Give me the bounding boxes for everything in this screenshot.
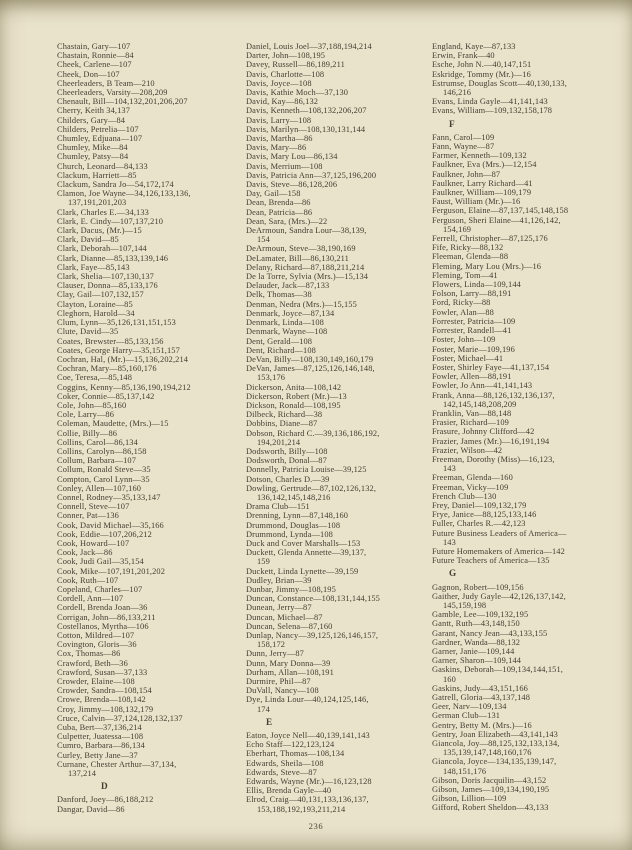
index-line: Cuba, Bert—37,136,214	[57, 723, 142, 733]
index-line: Edwards, Wayne (Mr.)—16,123,128	[246, 777, 372, 787]
index-line: Duncan, Michael—87	[246, 612, 323, 622]
index-line: Clark, Faye—85,143	[57, 262, 130, 272]
index-line: Clum, Lynn—35,126,131,151,153	[57, 318, 176, 328]
index-line: Edwards, Steve—87	[246, 767, 317, 777]
index-line: Delany, Richard—87,188,211,214	[246, 262, 365, 272]
index-line: Gibson, Doris Jacquilin—43,152	[432, 775, 547, 785]
index-line: Gifford, Robert Sheldon—43,133	[432, 803, 549, 813]
index-line: Crowe, Brenda—108,142	[57, 695, 146, 705]
index-line: Childers, Gary—84	[57, 115, 126, 125]
index-line: Faust, William (Mr.)—16	[432, 197, 521, 207]
index-line: Erwin, Frank—40	[432, 51, 495, 61]
index-line: Davis, Patricia Ann—37,125,196,200	[246, 170, 377, 180]
index-line: Future Homemakers of America—142	[432, 546, 565, 556]
index-line: Ellis, Brenda Gayle—40	[246, 786, 332, 796]
index-line: Cheek, Carlene—107	[57, 60, 132, 70]
index-line: Garant, Nancy Jean—43,133,155	[432, 628, 548, 638]
index-line: Gamble, Lee—109,132,195	[432, 610, 529, 620]
index-line: Ferguson, Sheri Elaine—41,126,142,	[432, 215, 561, 225]
index-line: Fuller, Charles R.—42,123	[432, 519, 526, 529]
index-line: Fleeman, Glenda—88	[432, 252, 509, 262]
index-line: Folson, Larry—88,191	[432, 289, 512, 299]
index-line: Cook, Ruth—107	[57, 575, 119, 585]
index-line: Giancola, Joyce—134,135,139,147,	[432, 757, 557, 767]
index-line: Future Business Leaders of America—	[432, 528, 567, 538]
index-line: Duncan, Selena—87,160	[246, 621, 333, 631]
index-line: Garner, Janie—109,144	[432, 647, 515, 656]
index-line: Frank, Anna—88,126,132,136,137,	[432, 390, 555, 400]
index-line: Dean, Patricia—86	[246, 207, 313, 217]
index-line: Delk, Thomas—38	[246, 290, 312, 300]
index-line: Gentry, Betty M. (Mrs.)—16	[432, 720, 532, 730]
index-line: Clackum, Sandra Jo—54,172,174	[57, 180, 174, 190]
index-line: Cheerleaders, B Team—210	[57, 78, 155, 88]
index-line: Giancola, Joy—88,125,132,133,134,	[432, 739, 560, 749]
index-line: Esche, John N.—40,147,151	[432, 60, 532, 70]
index-line: Dunean, Jerry—87	[246, 603, 312, 613]
page-number: 236	[308, 821, 324, 831]
index-line: Gaskins, Deborah—109,134,144,151,	[432, 665, 563, 675]
index-line: Dean, Brenda—86	[246, 198, 311, 208]
index-line: Frasier, Richard—109	[432, 418, 509, 428]
index-line: 158,172	[257, 640, 286, 650]
index-line: Cook, David Michael—35,166	[57, 520, 164, 530]
index-line: Evans, Linda Gayle—41,141,143	[432, 97, 548, 107]
index-line: Denmark, Wayne—108	[246, 327, 328, 337]
index-line: Clay, Gail—107,132,157	[57, 290, 144, 300]
index-line: Fann, Carol—109	[432, 132, 495, 142]
index-line: Gibson, James—109,134,190,195	[432, 785, 550, 795]
index-line: David, Kay—86,132	[246, 97, 319, 107]
index-line: DeLamater, Bill—86,130,211	[246, 253, 349, 263]
index-line: Corrigan, John—86,133,211	[57, 612, 156, 622]
index-line: Coker, Connie—85,137,142	[57, 391, 155, 401]
index-line: Fowler, Allen—88,191	[432, 372, 512, 382]
index-line: Clute, David—35	[57, 327, 119, 337]
index-line: Cheek, Don—107	[57, 69, 120, 79]
index-line: Duncan, Constance—108,131,144,155	[246, 594, 380, 604]
index-line: Dowling, Gertrude—87,102,126,132,	[246, 483, 377, 493]
index-line: England, Kaye—87,133	[432, 42, 516, 51]
index-line: Eskridge, Tommy (Mr.)—16	[432, 69, 531, 79]
index-line: Cordell, Brenda Joan—36	[57, 603, 148, 613]
index-line: Gardner, Wanda—88,132	[432, 637, 521, 647]
index-column-left	[57, 42, 245, 814]
index-line: 135,139,147,148,160,176	[443, 748, 532, 758]
index-line: Forrester, Randell—41	[432, 326, 512, 336]
index-line: Davis, Larry—108	[246, 115, 312, 125]
index-line: Dodsworth, Donal—87	[246, 456, 327, 466]
index-line: 154	[257, 235, 270, 245]
index-line: Davey, Russell—86,189,211	[246, 60, 345, 70]
index-line: Dunbar, Jimmy—108,195	[246, 584, 336, 594]
index-line: Clark, Shelia—107,130,137	[57, 272, 154, 282]
index-line: Delauder, Jack—87,133	[246, 281, 330, 291]
index-line: DuVall, Nancy—108	[246, 686, 319, 696]
index-line: Flowers, Linda—109,144	[432, 280, 521, 290]
index-line: Covington, Gloris—36	[57, 640, 137, 650]
index-line: Fowler, Jo Ann—41,141,143	[432, 381, 533, 391]
index-line: 153,176	[257, 373, 286, 383]
index-line: DeVan, James—87,125,126,146,148,	[246, 364, 375, 374]
index-line: Clauser, Donna—85,133,176	[57, 281, 158, 291]
section-letter: D	[101, 781, 108, 792]
index-line: Gatrell, Gloria—43,137,148	[432, 693, 531, 703]
index-line: 143	[443, 464, 456, 474]
index-line: Freeman, Glenda—160	[432, 473, 513, 483]
index-line: Conley, Allen—107,160	[57, 483, 142, 493]
index-column-right	[432, 42, 620, 813]
index-line: Dickson, Ronald—108,195	[246, 400, 341, 410]
index-line: Forrester, Patricia—109	[432, 316, 516, 326]
index-line: Connel, Rodney—35,133,147	[57, 492, 161, 502]
index-line: Chastain, Ronnie—84	[57, 51, 134, 61]
index-line: Dye, Linda Lour—40,124,125,146,	[246, 695, 369, 705]
index-line: Chumley, Mike—84	[57, 143, 128, 153]
index-line: Ferguson, Elaine—87,137,145,148,158	[432, 206, 569, 216]
index-line: Cordell, Ann—107	[57, 594, 124, 604]
index-line: Dobbins, Diane—87	[246, 419, 318, 429]
index-line: Eaton, Joyce Nell—40,139,141,143	[246, 731, 370, 741]
index-line: Collins, Carol—86,134	[57, 437, 138, 447]
index-line: Franklin, Van—88,148	[432, 408, 512, 418]
index-line: Fowler, Alan—88	[432, 307, 494, 317]
index-line: Cruce, Calvin—37,124,128,132,137	[57, 713, 183, 723]
index-line: Cochran, Mary—85,160,176	[57, 364, 157, 374]
index-line: Drummond, Lynda—108	[246, 529, 333, 539]
index-line: Durmire, Phil—87	[246, 677, 311, 687]
index-line: Dudley, Brian—39	[246, 575, 312, 585]
index-line: Chumley, Edjuana—107	[57, 134, 143, 144]
index-line: Foster, Michael—41	[432, 353, 504, 363]
index-line: Chastain, Gary—107	[57, 42, 131, 51]
index-line: Denman, Nedra (Mrs.)—15,155	[246, 299, 357, 309]
index-line: Frye, Janice—88,125,133,146	[432, 510, 537, 520]
index-line: Gibson, Lillion—109	[432, 794, 507, 804]
index-line: DeVan, Billy—108,130,149,160,179	[246, 354, 374, 364]
index-line: Elrod, Craig—40,131,133,136,137,	[246, 795, 369, 805]
index-line: Frazier, Wilson—42	[432, 445, 503, 455]
index-line: Estrumse, Douglas Scott—40,130,133,	[432, 78, 567, 88]
index-line: Eberhart, Thomas—108,134	[246, 749, 345, 759]
index-line: 142,145,148,208,209	[443, 399, 517, 409]
index-line: Crowder, Sandra—108,154	[57, 686, 152, 696]
index-line: 174	[257, 704, 270, 714]
index-line: Collum, Ronald Steve—35	[57, 465, 151, 475]
index-line: Coates, George Harry—35,151,157	[57, 345, 180, 355]
index-line: Foster, John—109	[432, 335, 496, 345]
index-line: DeArmoun, Steve—38,190,169	[246, 244, 356, 254]
index-line: Cook, Mike—107,191,201,202	[57, 566, 166, 576]
index-line: Coggins, Kenny—85,136,190,194,212	[57, 382, 191, 392]
index-line: Costellanos, Myrtha—106	[57, 621, 149, 631]
index-line: Geer, Narv—109,134	[432, 702, 507, 712]
index-line: Freeman, Vicky—109	[432, 482, 509, 492]
index-line: Cook, Eddie—107,206,212	[57, 529, 152, 539]
index-line: Dobson, Richard C.—39,136,186,192,	[246, 428, 380, 438]
index-line: De la Torre, Sylvia (Mrs.)—15,134	[246, 272, 369, 282]
index-line: Frey, Daniel—109,132,179	[432, 500, 527, 510]
index-line: Cole, Larry—86	[57, 410, 115, 420]
index-line: 194,201,214	[257, 437, 301, 447]
index-line: Duckett, Linda Lynette—39,159	[246, 566, 359, 576]
index-line: Crawford, Susan—37,133	[57, 667, 148, 677]
index-line: Gantt, Ruth—43,148,150	[432, 619, 520, 629]
section-letter: F	[449, 118, 455, 129]
index-line: Clamon, Joe Wayne—34,126,133,136,	[57, 189, 191, 199]
index-line: Dickerson, Anita—108,142	[246, 382, 342, 392]
index-line: Copeland, Charles—107	[57, 584, 143, 594]
index-line: DeArmoun, Sandra Lour—38,139,	[246, 226, 367, 236]
index-line: 143	[443, 537, 456, 547]
index-line: Conner, Pat—136	[57, 511, 119, 521]
index-line: Edwards, Sheila—108	[246, 758, 324, 768]
index-line: Coates, Brewster—85,133,156	[57, 336, 164, 346]
index-line: Davis, Kathie Moch—37,130	[246, 88, 349, 98]
index-line: Duck and Cover Marshalls—153	[246, 538, 361, 548]
section-letter: E	[266, 716, 273, 727]
index-line: Gaskins, Judy—43,151,166	[432, 683, 528, 693]
index-line: Faulkner, William—109,179	[432, 188, 532, 198]
index-line: 146,216	[443, 88, 472, 98]
index-line: Cook, Judi Gail—35,154	[57, 557, 144, 567]
index-line: Dunn, Jerry—87	[246, 649, 304, 659]
index-line: Clark, Deborah—107,144	[57, 244, 147, 254]
index-line: Darter, John—108,195	[246, 51, 326, 61]
index-line: Frasure, Johnny Clifford—42	[432, 427, 535, 437]
index-line: Evans, William—109,132,158,178	[432, 106, 553, 116]
index-line: Faulkner, John—87	[432, 169, 501, 179]
index-line: Clackum, Harriett—85	[57, 170, 137, 180]
index-line: Ford, Ricky—88	[432, 298, 491, 308]
index-line: Drenning, Lynn—87,148,160	[246, 511, 349, 521]
index-line: Foster, Marie—109,196	[432, 344, 515, 354]
index-line: Davis, Kenneth—108,132,206,207	[246, 106, 367, 116]
index-line: Dangar, David—86	[57, 804, 125, 814]
index-line: Clark, Charles E.—34,133	[57, 207, 149, 217]
index-line: Foster, Shirley Faye—41,137,154	[432, 362, 550, 372]
index-line: Collie, Billy—86	[57, 428, 118, 438]
index-line: Davis, Joyce—108	[246, 78, 312, 88]
index-line: Church, Leonard—84,133	[57, 161, 148, 171]
index-line: Faulkner, Eva (Mrs.)—12,154	[432, 160, 537, 170]
index-line: Cheerleaders, Varsity—208,209	[57, 88, 168, 98]
index-line: 160	[443, 674, 456, 684]
section-letter: G	[449, 568, 457, 579]
index-line: Durham, Allan—108,191	[246, 667, 334, 677]
index-line: 154,169	[443, 224, 472, 234]
index-line: Gaither, Judy Gayle—42,126,137,142,	[432, 591, 566, 601]
index-line: Curley, Betty Jane—37	[57, 750, 138, 760]
index-line: Denmark, Linda—108	[246, 318, 324, 328]
index-line: Cole, John—85,160	[57, 400, 127, 410]
index-line: German Club—131	[432, 711, 501, 721]
index-line: Cook, Howard—107	[57, 538, 130, 548]
index-line: Dunlap, Nancy—39,125,126,146,157,	[246, 631, 379, 640]
index-line: Cook, Jack—86	[57, 548, 113, 558]
index-line: Chenault, Bill—104,132,201,206,207	[57, 97, 188, 107]
index-line: Dent, Richard—108	[246, 345, 316, 355]
index-line: Coe, Teresa,—85,148	[57, 373, 133, 383]
index-line: Clark, David—85	[57, 235, 119, 245]
index-line: Fleming, Tom—41	[432, 270, 498, 280]
index-line: Future Teachers of America—135	[432, 556, 550, 566]
index-line: Davis, Mary—86	[246, 143, 307, 153]
index-line: Chumley, Patsy—84	[57, 152, 129, 162]
index-line: Cotton, Mildred—107	[57, 631, 135, 640]
index-line: Fife, Ricky—88,132	[432, 243, 504, 253]
index-line: Drummond, Douglas—108	[246, 520, 341, 530]
index-line: Clark, Dianne—85,133,139,146	[57, 253, 169, 263]
index-line: Danford, Joey—86,188,212	[57, 795, 154, 805]
index-line: Cochran, Hal, (Mr.)—15,136,202,214	[57, 354, 189, 364]
index-line: Day, Gail—158	[246, 189, 301, 199]
index-line: Cherry, Keith 34,137	[57, 106, 131, 116]
index-line: 145,159,198	[443, 600, 487, 610]
index-line: Donnelly, Patricia Louise—39,125	[246, 465, 367, 475]
index-line: 148,151,176	[443, 766, 487, 776]
index-line: 137,191,201,203	[68, 198, 127, 208]
index-line: Clayton, Loraine—85	[57, 299, 133, 309]
index-line: French Club—130	[432, 491, 497, 501]
index-line: Crowder, Elaine—108	[57, 677, 135, 687]
index-line: Gagnon, Robert—109,156	[432, 582, 524, 592]
index-line: Dent, Gerald—108	[246, 336, 313, 346]
index-line: 159	[257, 557, 270, 567]
index-line: Freeman, Dorothy (Miss)—16,123,	[432, 454, 555, 464]
index-line: Crawford, Beth—36	[57, 658, 128, 668]
index-line: Denmark, Joyce—87,134	[246, 308, 335, 318]
index-line: Collum, Barbara—107	[57, 456, 137, 466]
index-line: Fleming, Mary Lou (Mrs.)—16	[432, 261, 542, 271]
index-line: Duckett, Glenda Annette—39,137,	[246, 548, 367, 558]
index-line: Davis, Charlotte—108	[246, 69, 325, 79]
index-line: Cox, Thomas—86	[57, 649, 121, 659]
index-line: Coleman, Maudette, (Mrs.)—15	[57, 419, 169, 429]
index-line: Davis, Merrium—108	[246, 161, 323, 171]
index-line: Dunn, Mary Donna—39	[246, 658, 331, 668]
index-line: Ferrell, Christopher—87,125,176	[432, 234, 548, 244]
index-line: Faulkner, Larry Richard—41	[432, 178, 533, 188]
index-line: Clark, E. Cindy—107,137,210	[57, 216, 164, 226]
index-line: Dotson, Charles D.—39	[246, 474, 330, 484]
index-line: Curnane, Chester Arthur—37,134,	[57, 759, 177, 769]
index-line: Frazier, James (Mr.)—16,191,194	[432, 436, 550, 446]
index-line: 153,188,192,193,211,214	[257, 804, 346, 814]
index-line: 137,214	[68, 769, 97, 779]
index-line: Cleghorn, Harold—34	[57, 308, 135, 318]
index-line: Childers, Petrelia—107	[57, 124, 139, 134]
index-line: Compton, Carol Lynn—35	[57, 474, 150, 484]
index-line: Davis, Mary Lou—86,134	[246, 152, 338, 162]
index-line: Dodsworth, Billy—108	[246, 446, 328, 456]
index-line: Dilbeck, Richard—38	[246, 410, 323, 420]
index-line: Dickerson, Robert (Mr.)—13	[246, 391, 347, 401]
index-line: Fann, Wayne—87	[432, 142, 495, 152]
index-line: Croy, Jimmy—108,132,179	[57, 704, 154, 714]
index-column-middle	[246, 42, 434, 814]
index-line: Clark, Dacus, (Mr.)—15	[57, 226, 142, 236]
index-line: Farmer, Kenneth—109,132	[432, 151, 527, 161]
index-line: Cumro, Barbara—86,134	[57, 741, 145, 751]
index-line: Connell, Steve—107	[57, 502, 130, 512]
index-line: Drama Club—151	[246, 502, 310, 512]
index-line: Gentry, Joan Elizabeth—43,141,143	[432, 729, 558, 739]
index-line: Davis, Marilyn—108,130,131,144	[246, 124, 366, 134]
index-line: Collins, Carolyn—86,158	[57, 446, 147, 456]
index-line: Culpetter, Juatessa—108	[57, 732, 144, 742]
index-line: 136,142,145,148,216	[257, 492, 331, 502]
index-line: Davis, Steve—86,128,206	[246, 180, 338, 190]
index-line: Echo Staff—122,123,124	[246, 740, 335, 750]
index-line: Garner, Sharon—109,144	[432, 656, 522, 666]
index-line: Daniel, Louis Joel—37,188,194,214	[246, 42, 372, 51]
index-line: Dean, Sara, (Mrs.)—22	[246, 216, 328, 226]
index-line: Davis, Martha—86	[246, 134, 313, 144]
